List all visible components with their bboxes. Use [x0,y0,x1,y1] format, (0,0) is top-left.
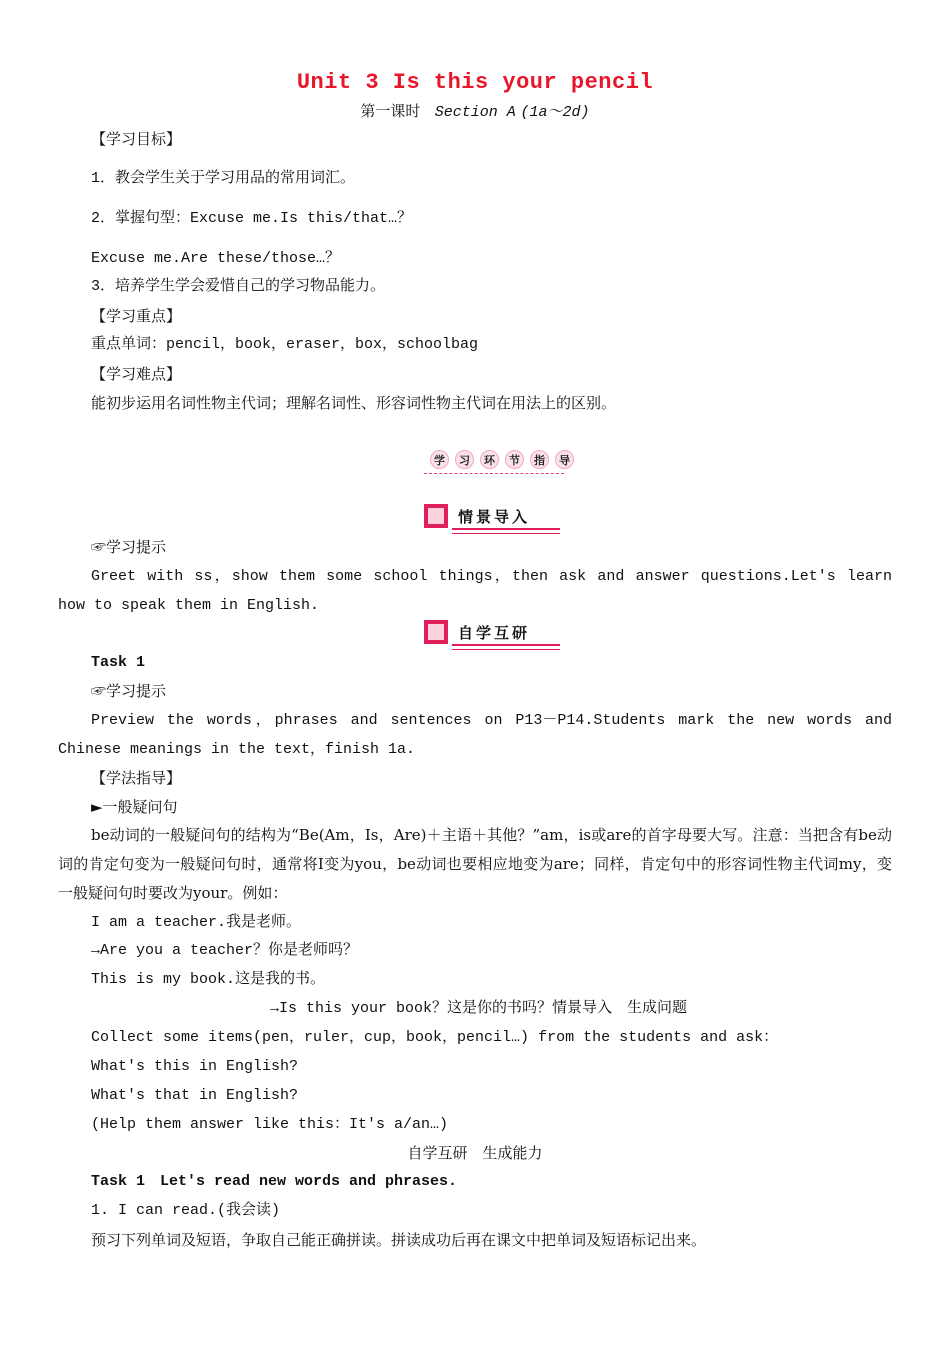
read-item: 1. I can read.(我会读) [91,1202,281,1219]
grammar-title: ►一般疑问句 [91,798,178,816]
help-text: (Help them answer like this：It's a/an…) [91,1116,449,1133]
method-heading: 【学法指导】 [91,769,182,787]
tip-label-2: ☞学习提示 [91,682,167,700]
task-1-title: Task 1 Let's read new words and phrases. [91,1173,458,1190]
banner-char: 环 [480,450,499,469]
difficulties-text: 能初步运用名词性物主代词；理解名词性、形容词性物主代词在用法上的区别。 [91,394,617,412]
banner-char: 导 [555,450,574,469]
section-label: Section A [434,104,516,121]
example-3: This is my book.这是我的书。 [91,971,326,988]
goal-item-3: 3．培养学生学会爱惜自己的学习物品能力。 [91,278,386,295]
center-label: 自学互研 生成能力 [407,1144,543,1162]
task-label: Task 1 [91,654,146,671]
question-2: What's that in English? [91,1087,299,1104]
lesson-number: 第一课时 [360,102,421,120]
banner-char: 指 [530,450,549,469]
goal-item-2b: Excuse me.Are these/those…？ [91,250,341,267]
section-heading-selfstudy: 自学互研 [424,618,560,646]
collect-text: Collect some items(pen，ruler，cup，book，pencil…) from the students and ask： [91,1029,779,1046]
intro-text: Greet with ss，show them some school things，then ask and answer questions.Let's learn how to speak them in English. [58,568,892,614]
grammar-text: be动词的一般疑问句的结构为“Be(Am，Is，Are)＋主语＋其他？”am，is或are的首字母要大写。注意：当把含有be动词的肯定句变为一般疑问句时，通常将I变为you，be动词也要相应地变为are；同样，肯定句中的形容词性物主代词my，变一般疑问句时要改为your。例如： [58,826,892,902]
banner-char: 习 [455,450,474,469]
lesson-subtitle [0,100,950,121]
banner-dashed-line [424,473,564,474]
question-1: What's this in English? [91,1058,299,1075]
unit-title: Unit 3 Is this your pencil [296,70,654,95]
example-1: I am a teacher.我是老师。 [91,914,302,931]
preview-text: Preview the words，phrases and sentences on P13－P14.Students mark the new words and Chinese meanings in the text，finish 1a. [58,712,892,758]
tip-label-1: ☞学习提示 [91,538,167,556]
section-range: (1a～2d) [520,104,590,121]
example-4: →Is this your book？这是你的书吗？情景导入 生成问题 [270,1000,688,1017]
example-2: →Are you a teacher？你是老师吗？ [91,942,359,959]
goal-item-2: 2．掌握句型：Excuse me.Is this/that…？ [91,210,413,227]
banner-char: 学 [430,450,449,469]
difficulties-heading: 【学习难点】 [91,365,182,383]
section-heading-intro: 情景导入 [424,502,560,530]
square-inner-icon [428,508,444,524]
goal-item-1: 1．教会学生关于学习用品的常用词汇。 [91,170,356,187]
banner-char: 节 [505,450,524,469]
key-points-heading: 【学习重点】 [91,307,182,325]
study-guide-banner [424,448,570,474]
goals-heading: 【学习目标】 [91,130,182,148]
key-points-text: 重点单词：pencil，book，eraser，box，schoolbag [91,336,479,353]
read-instructions: 预习下列单词及短语，争取自己能正确拼读。拼读成功后再在课文中把单词及短语标记出来。 [91,1231,707,1249]
square-inner-icon [428,624,444,640]
